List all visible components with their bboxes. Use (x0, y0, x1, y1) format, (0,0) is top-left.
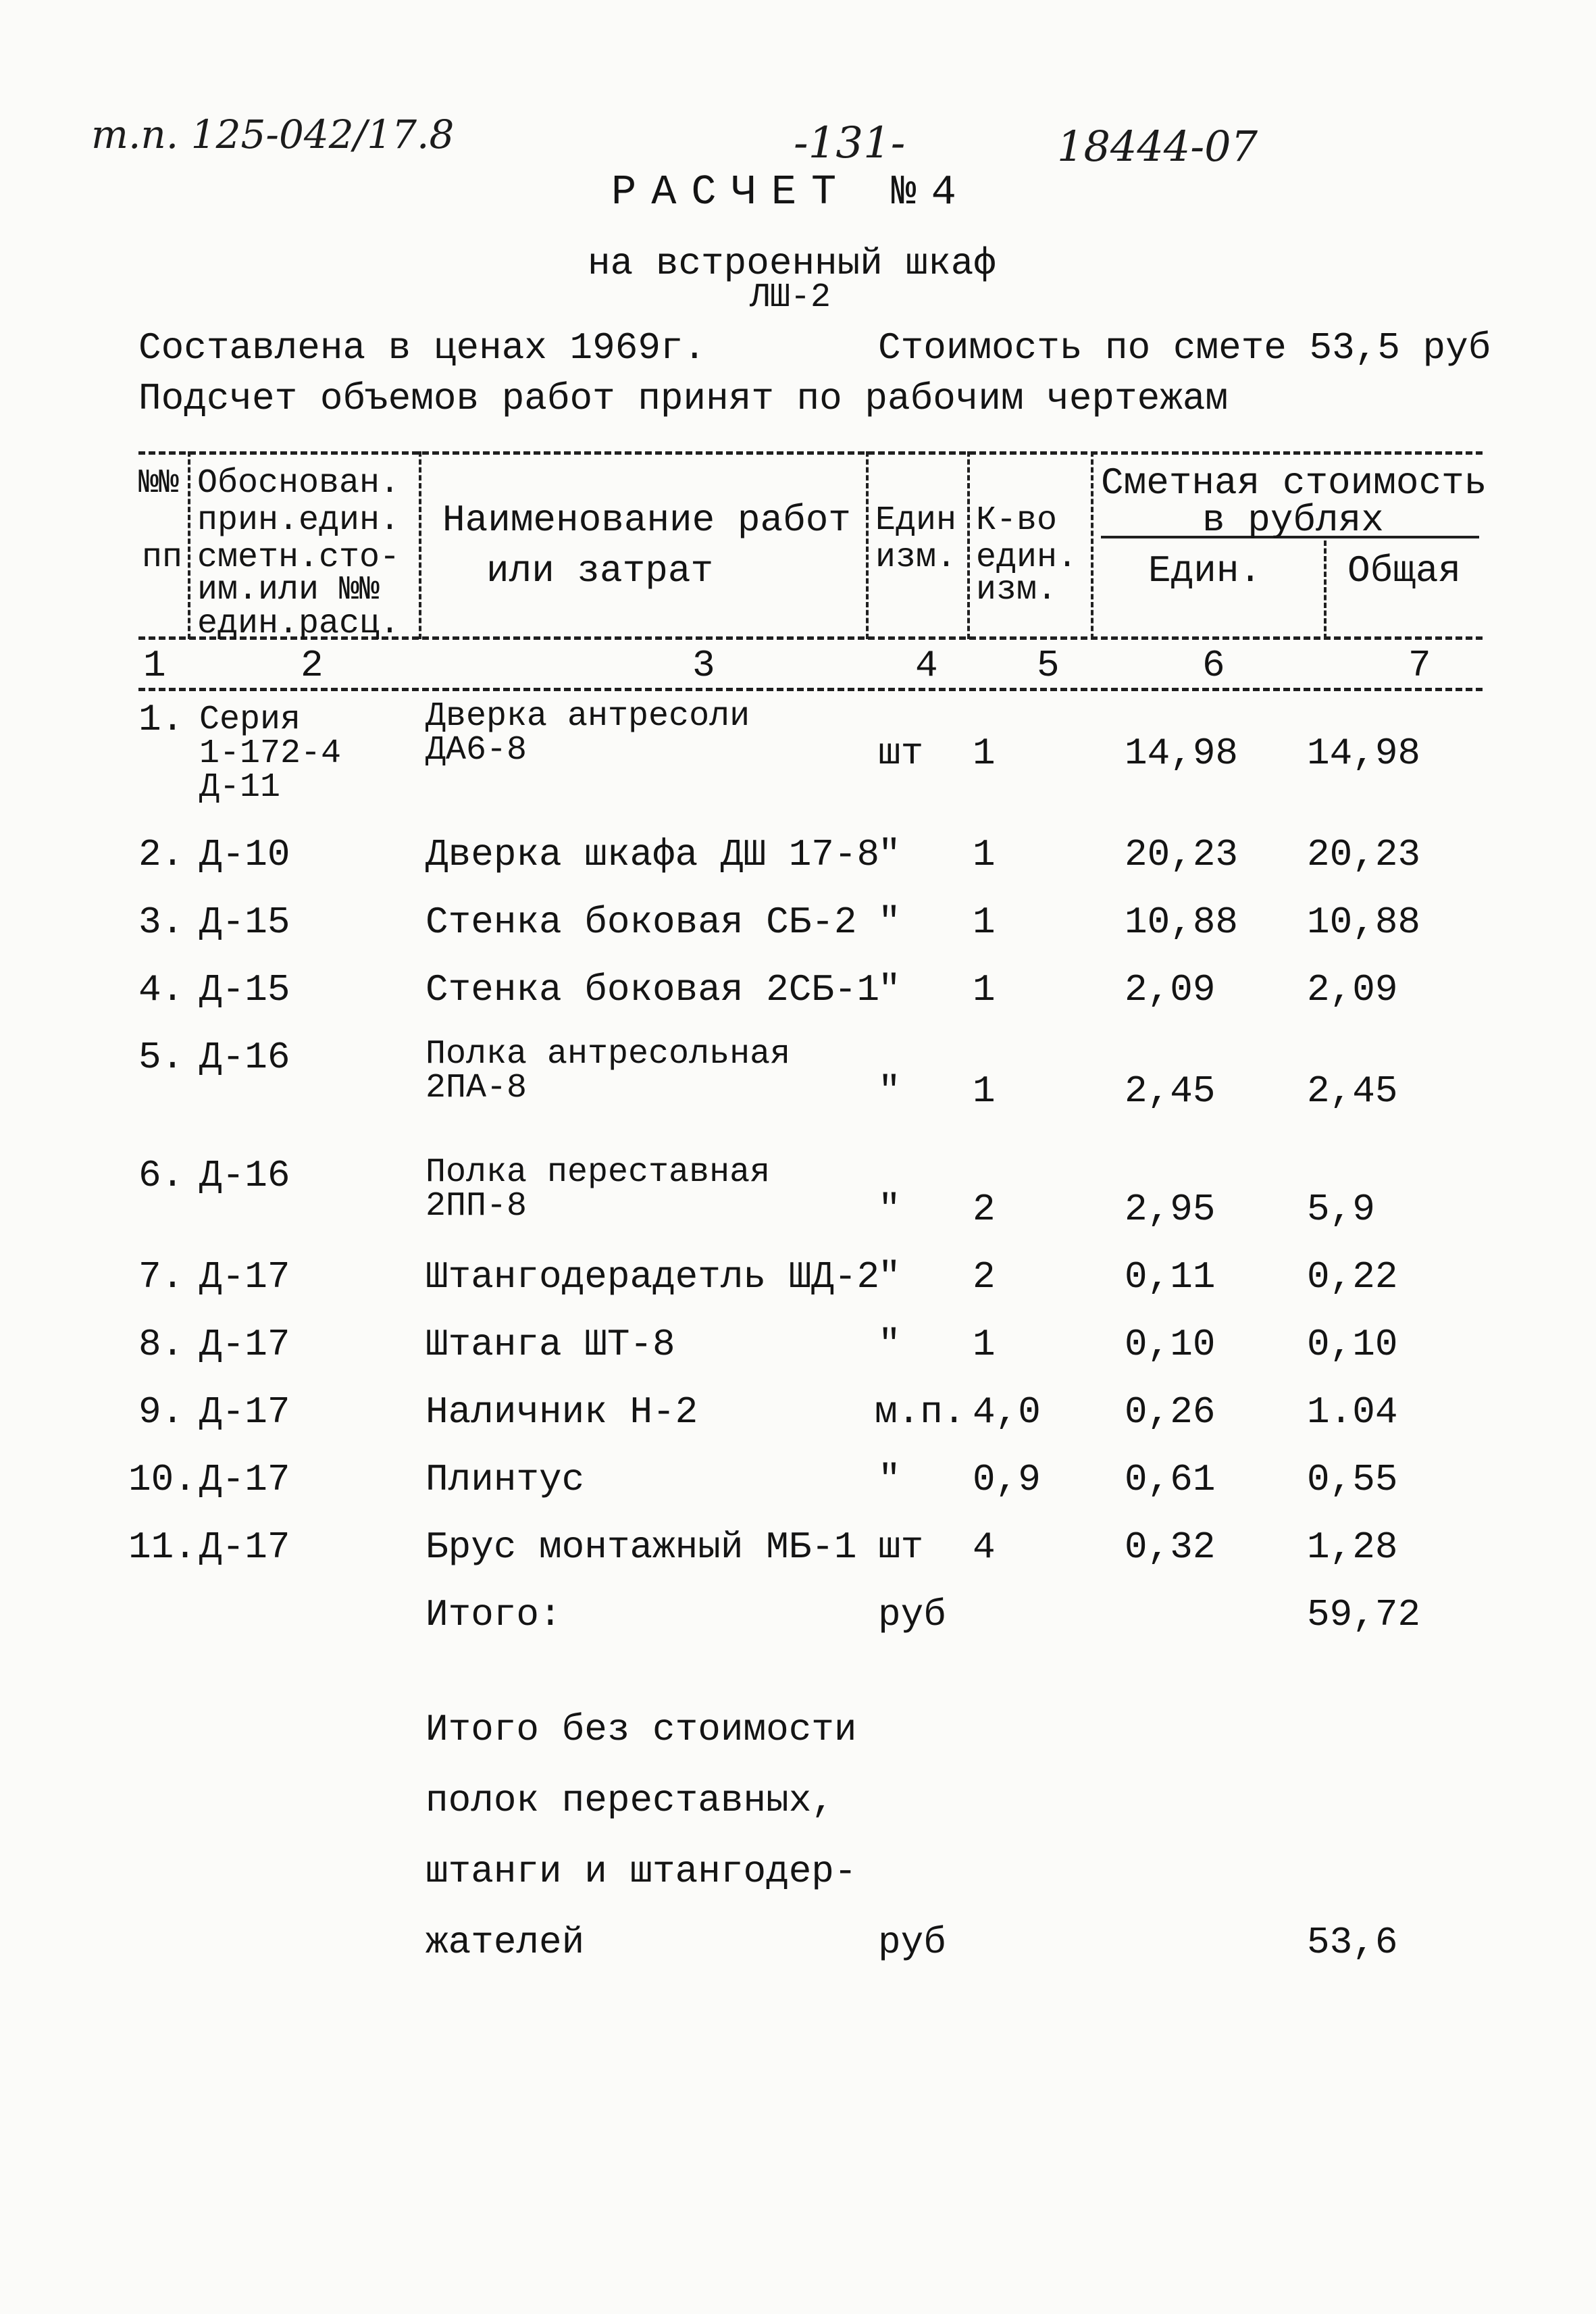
row6-name-line2: 2ПП-8 (426, 1187, 527, 1226)
header-col2-line5: един.расц. (197, 605, 401, 643)
row11-total: 1,28 (1307, 1526, 1398, 1569)
col-divider-6 (1324, 540, 1327, 639)
header-col3-line1: Наименование работ (442, 499, 851, 542)
page-number-handwritten: -131- (794, 118, 906, 168)
col-divider-2 (419, 451, 421, 639)
price-basis: Составлена в ценах 1969г. (138, 326, 706, 370)
row7-total: 0,22 (1307, 1255, 1398, 1299)
row9-basis: Д-17 (199, 1390, 290, 1434)
row8-price: 0,10 (1125, 1323, 1216, 1366)
row5-qty: 1 (973, 1070, 996, 1113)
row8-total: 0,10 (1307, 1323, 1398, 1366)
archive-number-handwritten: 18444-07 (1057, 122, 1258, 171)
row11-no: 11. (128, 1526, 197, 1569)
total-excl-value: 53,6 (1307, 1921, 1398, 1964)
row7-qty: 2 (973, 1255, 996, 1299)
row5-unit: " (878, 1070, 901, 1113)
header-col2-line1: Обоснован. (197, 464, 401, 503)
row7-price: 0,11 (1125, 1255, 1216, 1299)
row7-basis: Д-17 (199, 1255, 290, 1299)
row9-unit: м.п. (875, 1390, 966, 1434)
colnum-6: 6 (1202, 644, 1225, 687)
row8-basis: Д-17 (199, 1323, 290, 1366)
row3-basis: Д-15 (199, 901, 290, 944)
header-col5-line1: К-во (976, 501, 1058, 540)
colnum-7: 7 (1408, 644, 1431, 687)
header-col5-line2: един. (976, 538, 1078, 577)
row10-unit: " (878, 1458, 901, 1501)
row5-price: 2,45 (1125, 1070, 1216, 1113)
row10-total: 0,55 (1307, 1458, 1398, 1501)
header-col6: Един. (1148, 549, 1262, 593)
header-col2-line2: прин.един. (197, 501, 401, 540)
row7-unit: " (878, 1255, 901, 1299)
row9-no: 9. (138, 1390, 184, 1434)
header-cost-line1: Сметная стоимость (1101, 461, 1487, 505)
colnum-bottom-rule (138, 688, 1483, 691)
row7-no: 7. (138, 1255, 184, 1299)
total-excl-line3: штанги и штангодер- (426, 1850, 857, 1893)
row10-name: Плинтус (426, 1458, 585, 1501)
total-unit: руб (878, 1593, 946, 1636)
row2-basis: Д-10 (199, 833, 290, 876)
row10-no: 10. (128, 1458, 197, 1501)
row5-total: 2,45 (1307, 1070, 1398, 1113)
header-col4-line1: Един (875, 501, 957, 540)
row4-total: 2,09 (1307, 968, 1398, 1011)
row1-price: 14,98 (1125, 732, 1239, 775)
row8-name: Штанга ШТ-8 (426, 1323, 675, 1366)
row3-no: 3. (138, 901, 184, 944)
volume-note: Подсчет объемов работ принят по рабочим чертежам (138, 377, 1229, 420)
row9-total: 1.04 (1307, 1390, 1398, 1434)
row10-qty: 0,9 (973, 1458, 1041, 1501)
row1-basis-line2: 1-172-4 (199, 734, 342, 773)
row3-total: 10,88 (1307, 901, 1421, 944)
row4-name: Стенка боковая 2СБ-1 (426, 968, 880, 1011)
row9-price: 0,26 (1125, 1390, 1216, 1434)
row1-qty: 1 (973, 732, 996, 775)
row1-no: 1. (138, 698, 184, 741)
row3-price: 10,88 (1125, 901, 1239, 944)
row7-name: Штангодерадетль ШД-2 (426, 1255, 880, 1299)
row1-name-line1: Дверка антресоли (426, 697, 750, 736)
header-col7: Общая (1347, 549, 1462, 593)
header-col1-line2: пп (142, 538, 183, 577)
col-divider-5 (1091, 451, 1093, 639)
row5-name-line2: 2ПА-8 (426, 1069, 527, 1107)
row6-price: 2,95 (1125, 1188, 1216, 1231)
col-divider-3 (866, 451, 869, 639)
header-col2-line3: сметн.сто- (197, 538, 401, 577)
header-col1-line1: №№ (138, 464, 180, 503)
row8-unit: " (878, 1323, 901, 1366)
row3-unit: " (878, 901, 901, 944)
row4-qty: 1 (973, 968, 996, 1011)
col-divider-4 (967, 451, 970, 639)
col-divider-1 (188, 451, 190, 639)
colnum-3: 3 (692, 644, 715, 687)
row8-no: 8. (138, 1323, 184, 1366)
row11-price: 0,32 (1125, 1526, 1216, 1569)
row1-basis-line1: Серия (199, 701, 301, 739)
row2-total: 20,23 (1307, 833, 1421, 876)
total-value: 59,72 (1307, 1593, 1421, 1636)
header-col3-line2: или затрат (486, 549, 714, 593)
row5-no: 5. (138, 1036, 184, 1079)
row4-no: 4. (138, 968, 184, 1011)
row11-qty: 4 (973, 1526, 996, 1569)
row10-price: 0,61 (1125, 1458, 1216, 1501)
row6-name-line1: Полка переставная (426, 1153, 771, 1192)
row11-name: Брус монтажный МБ-1 (426, 1526, 857, 1569)
document-title: РАСЧЕТ №4 (611, 168, 971, 216)
row2-unit: " (878, 833, 901, 876)
header-col4-line2: изм. (875, 538, 957, 577)
row6-unit: " (878, 1188, 901, 1231)
colnum-4: 4 (915, 644, 938, 687)
row6-total: 5,9 (1307, 1188, 1375, 1231)
header-col2-line4: им.или №№ (197, 571, 380, 609)
row2-qty: 1 (973, 833, 996, 876)
total-label: Итого: (426, 1593, 562, 1636)
row4-unit: " (878, 968, 901, 1011)
row2-name: Дверка шкафа ДШ 17-8 (426, 833, 880, 876)
total-excl-line4: жателей (426, 1921, 585, 1964)
header-cost-line2: в рублях (1202, 499, 1384, 542)
row10-basis: Д-17 (199, 1458, 290, 1501)
row3-name: Стенка боковая СБ-2 (426, 901, 857, 944)
row8-qty: 1 (973, 1323, 996, 1366)
total-excl-line1: Итого без стоимости (426, 1708, 857, 1751)
table-top-rule (138, 451, 1483, 455)
total-excl-line2: полок переставных, (426, 1779, 834, 1822)
total-excl-unit: руб (878, 1921, 946, 1964)
row4-basis: Д-15 (199, 968, 290, 1011)
row3-qty: 1 (973, 901, 996, 944)
row9-qty: 4,0 (973, 1390, 1041, 1434)
document-subtitle: на встроенный шкаф (588, 242, 996, 285)
row11-unit: шт (878, 1526, 924, 1569)
row1-basis-line3: Д-11 (199, 768, 281, 807)
row1-name-line2: ДА6-8 (426, 731, 527, 770)
row11-basis: Д-17 (199, 1526, 290, 1569)
row6-basis: Д-16 (199, 1154, 290, 1197)
cabinet-code: ЛШ-2 (750, 278, 831, 317)
row6-no: 6. (138, 1154, 184, 1197)
row2-no: 2. (138, 833, 184, 876)
colnum-5: 5 (1037, 644, 1060, 687)
colnum-1: 1 (143, 644, 166, 687)
header-col5-line3: изм. (976, 571, 1058, 609)
row6-qty: 2 (973, 1188, 996, 1231)
row5-name-line1: Полка антресольная (426, 1035, 791, 1074)
row4-price: 2,09 (1125, 968, 1216, 1011)
row9-name: Наличник Н-2 (426, 1390, 698, 1434)
row2-price: 20,23 (1125, 833, 1239, 876)
row1-unit: шт (878, 732, 924, 775)
colnum-2: 2 (301, 644, 324, 687)
row1-total: 14,98 (1307, 732, 1421, 775)
row5-basis: Д-16 (199, 1036, 290, 1079)
estimate-cost: Стоимость по смете 53,5 руб (878, 326, 1491, 370)
project-code-handwritten: т.п. 125-042/17.8 (91, 111, 455, 157)
